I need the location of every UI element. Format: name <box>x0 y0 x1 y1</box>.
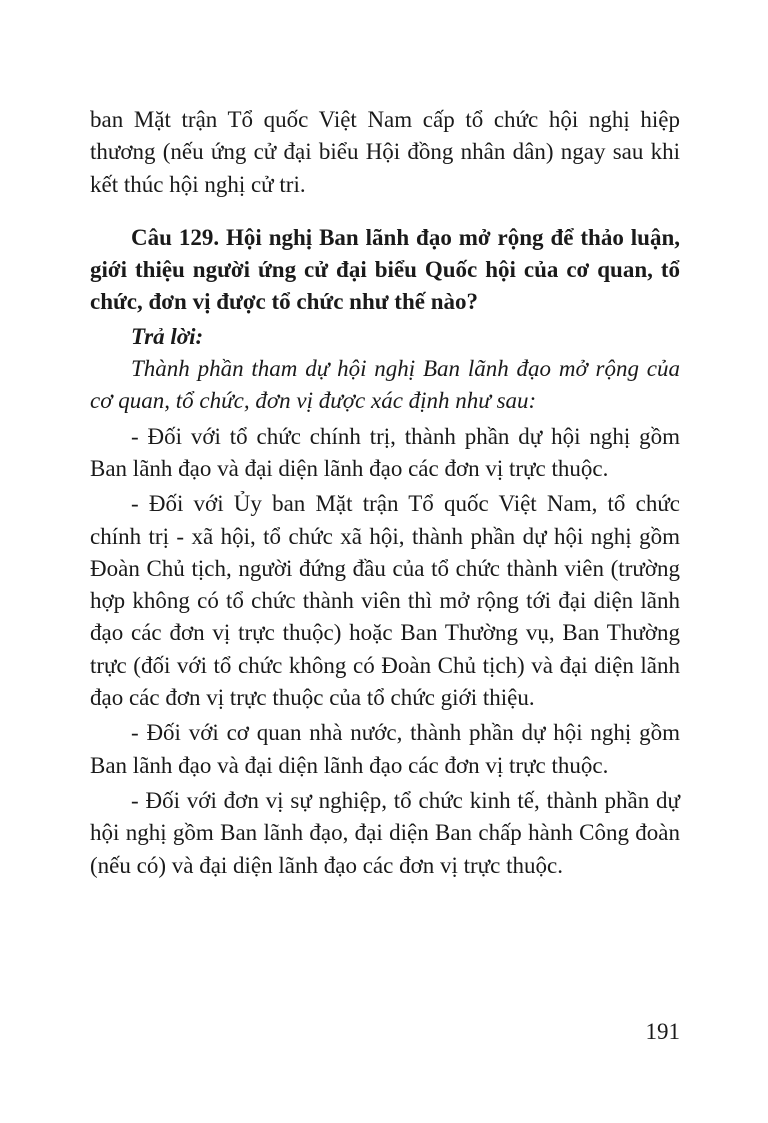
question-heading: Câu 129. Hội nghị Ban lãnh đạo mở rộng để thảo luận, giới thiệu người ứng cử đại biểu Quốc hội của cơ quan, tổ chức, đơn vị được tổ chức như thế nào? <box>90 224 680 315</box>
answer-label: Trả lời: <box>131 323 204 349</box>
list-item-state-agency: - Đối với cơ quan nhà nước, thành phần dự hội nghị gồm Ban lãnh đạo và đại diện lãnh đạo các đơn vị trực thuộc. <box>90 720 680 778</box>
list-item-public-unit: - Đối với đơn vị sự nghiệp, tổ chức kinh tế, thành phần dự hội nghị gồm Ban lãnh đạo, đại diện Ban chấp hành Công đoàn (nếu có) và đại diện lãnh đạo các đơn vị trực thuộc. <box>90 787 680 878</box>
document-page <box>90 104 680 882</box>
answer-intro: Thành phần tham dự hội nghị Ban lãnh đạo mở rộng của cơ quan, tổ chức, đơn vị được xác định như sau: <box>90 356 680 414</box>
intro-paragraph: ban Mặt trận Tổ quốc Việt Nam cấp tổ chức hội nghị hiệp thương (nếu ứng cử đại biểu Hội đồng nhân dân) ngay sau khi kết thúc hội nghị cử tri. <box>90 107 680 197</box>
list-item-political-organization: - Đối với tổ chức chính trị, thành phần dự hội nghị gồm Ban lãnh đạo và đại diện lãnh đạo các đơn vị trực thuộc. <box>90 423 680 481</box>
list-item-fatherland-front: - Đối với Ủy ban Mặt trận Tổ quốc Việt Nam, tổ chức chính trị - xã hội, tổ chức xã hội, thành phần dự hội nghị gồm Đoàn Chủ tịch, người đứng đầu của tổ chức thành viên (trường hợp không có tổ chức thành viên thì mở rộng tới đại diện lãnh đạo các đơn vị trực thuộc) hoặc Ban Thường vụ, Ban Thường trực (đối với tổ chức không có Đoàn Chủ tịch) và đại diện lãnh đạo các đơn vị trực thuộc của tổ chức giới thiệu. <box>90 491 680 711</box>
page-number: 191 <box>645 1019 680 1044</box>
